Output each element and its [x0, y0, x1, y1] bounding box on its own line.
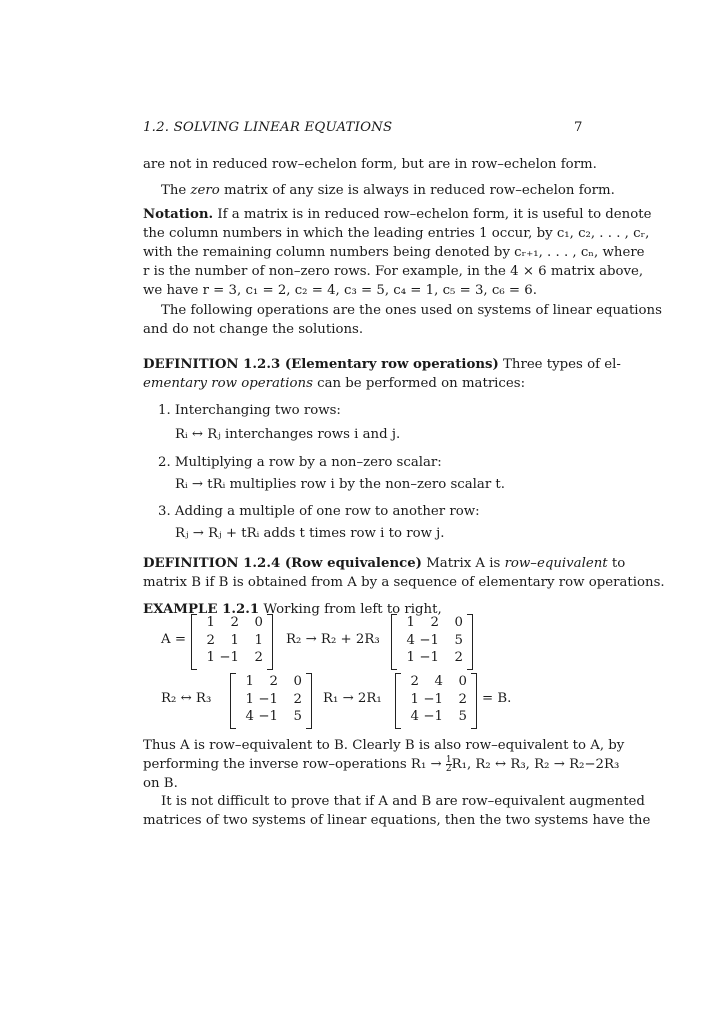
- matrix-entry: 2: [293, 691, 302, 707]
- matrix-a-label: A =: [161, 632, 186, 647]
- text-line: Thus A is row–equivalent to B. Clearly B is also row–equivalent to A, by: [143, 738, 625, 753]
- matrix-entry: −1: [423, 691, 443, 707]
- matrix-entry: 4: [434, 674, 443, 689]
- matrix-entry: −1: [219, 650, 239, 665]
- matrix-right-bracket: [267, 614, 273, 670]
- definition-label: DEFINITION 1.2.4 (Row equivalence): [143, 556, 422, 571]
- matrix-entry: −1: [419, 632, 439, 648]
- matrix-right-bracket: [471, 673, 477, 729]
- fraction: $\frac{1}{2}$: [445, 755, 452, 774]
- matrix-entry: 0: [454, 615, 463, 630]
- example-1-2-1: EXAMPLE 1.2.1 Working from left to right,: [143, 602, 442, 617]
- matrix-entry: 1: [206, 615, 215, 630]
- matrix-entry: 4: [406, 632, 415, 648]
- text-line: performing the inverse row–operations R₁ → $\frac{1}{2}$ R₁, R₂ ↔ R₃, R₂ → R₂−2R₃: [143, 755, 620, 774]
- row-operation: R₂ ↔ R₃: [161, 691, 212, 706]
- matrix-entry: 2: [410, 674, 419, 689]
- text-line: and do not change the solutions.: [143, 322, 364, 337]
- matrix-entry: −1: [258, 709, 278, 724]
- list-item: 2. Multiplying a row by a non–zero scalar:: [158, 455, 442, 470]
- zero-matrix-sentence: The zero matrix of any size is always in reduced row–echelon form.: [161, 183, 615, 198]
- list-item: 1. Interchanging two rows:: [158, 403, 341, 418]
- row-operation: R₂ → R₂ + 2R₃: [286, 632, 380, 647]
- text-line: with the remaining column numbers being denoted by cᵣ₊₁, . . . , cₙ, where: [143, 245, 645, 260]
- definition-label: DEFINITION 1.2.3 (Elementary row operations): [143, 357, 499, 372]
- matrix-entry: 5: [293, 709, 302, 724]
- matrix-entry: 2: [430, 615, 439, 630]
- text-line: The following operations are the ones used on systems of linear equations: [161, 303, 662, 318]
- list-item: 3. Adding a multiple of one row to another row:: [158, 504, 480, 519]
- matrix-entry: −1: [419, 650, 439, 665]
- list-item-detail: Rᵢ ↔ Rⱼ interchanges rows i and j.: [175, 427, 401, 442]
- definition-1-2-4: DEFINITION 1.2.4 (Row equivalence) Matrix A is row–equivalent to: [143, 556, 626, 571]
- matrix-entry: 1: [406, 650, 415, 665]
- matrix-entry: 0: [458, 674, 467, 689]
- page-number: 7: [574, 120, 583, 135]
- matrix-entry: 1: [230, 632, 239, 648]
- notation-label: Notation.: [143, 207, 214, 222]
- text-line: are not in reduced row–echelon form, but are in row–echelon form.: [143, 157, 597, 172]
- matrix-entry: 1: [245, 674, 254, 689]
- list-item-detail: Rᵢ → tRᵢ multiplies row i by the non–zero scalar t.: [175, 477, 505, 492]
- matrix-entry: 1: [254, 632, 263, 648]
- row-operation: R₁ → 2R₁: [323, 691, 382, 706]
- text-line: we have r = 3, c₁ = 2, c₂ = 4, c₃ = 5, c₄ = 1, c₅ = 3, c₆ = 6.: [143, 283, 537, 298]
- text-line: matrix B if B is obtained from A by a sequence of elementary row operations.: [143, 575, 665, 590]
- text-line: r is the number of non–zero rows. For example, in the 4 × 6 matrix above,: [143, 264, 644, 279]
- matrix-entry: 1: [406, 615, 415, 630]
- matrix-entry: 2: [458, 691, 467, 707]
- text-line: ementary row operations can be performed on matrices:: [143, 376, 526, 391]
- text-line: matrices of two systems of linear equations, then the two systems have the: [143, 813, 651, 828]
- definition-1-2-3: DEFINITION 1.2.3 (Elementary row operations) Three types of el-: [143, 357, 621, 372]
- matrix-entry: 5: [454, 632, 463, 648]
- matrix-entry: 1: [206, 650, 215, 665]
- matrix-entry: 4: [245, 709, 254, 724]
- matrix-right-bracket: [467, 614, 473, 670]
- matrix-entry: 2: [254, 650, 263, 665]
- list-item-detail: Rⱼ → Rⱼ + tRᵢ adds t times row i to row j.: [175, 526, 445, 541]
- matrix-entry: 1: [245, 691, 254, 707]
- matrix-entry: 0: [293, 674, 302, 689]
- matrix-entry: 2: [230, 615, 239, 630]
- text-line: on B.: [143, 776, 178, 791]
- equals-b: = B.: [482, 691, 512, 706]
- matrix-entry: 2: [206, 632, 215, 648]
- matrix-entry: −1: [258, 691, 278, 707]
- matrix-entry: 1: [410, 691, 419, 707]
- matrix-entry: 4: [410, 709, 419, 724]
- notation-paragraph: Notation. If a matrix is in reduced row–echelon form, it is useful to denote: [143, 207, 652, 222]
- running-header: 1.2. SOLVING LINEAR EQUATIONS: [143, 120, 393, 135]
- text-line: the column numbers in which the leading entries 1 occur, by c₁, c₂, . . . , cᵣ,: [143, 226, 650, 241]
- matrix-entry: 2: [454, 650, 463, 665]
- matrix-right-bracket: [306, 673, 312, 729]
- text-line: It is not difficult to prove that if A and B are row–equivalent augmented: [161, 794, 645, 809]
- example-label: EXAMPLE 1.2.1: [143, 602, 260, 617]
- matrix-entry: 2: [269, 674, 278, 689]
- matrix-entry: 0: [254, 615, 263, 630]
- matrix-entry: 5: [458, 709, 467, 724]
- matrix-entry: −1: [423, 709, 443, 724]
